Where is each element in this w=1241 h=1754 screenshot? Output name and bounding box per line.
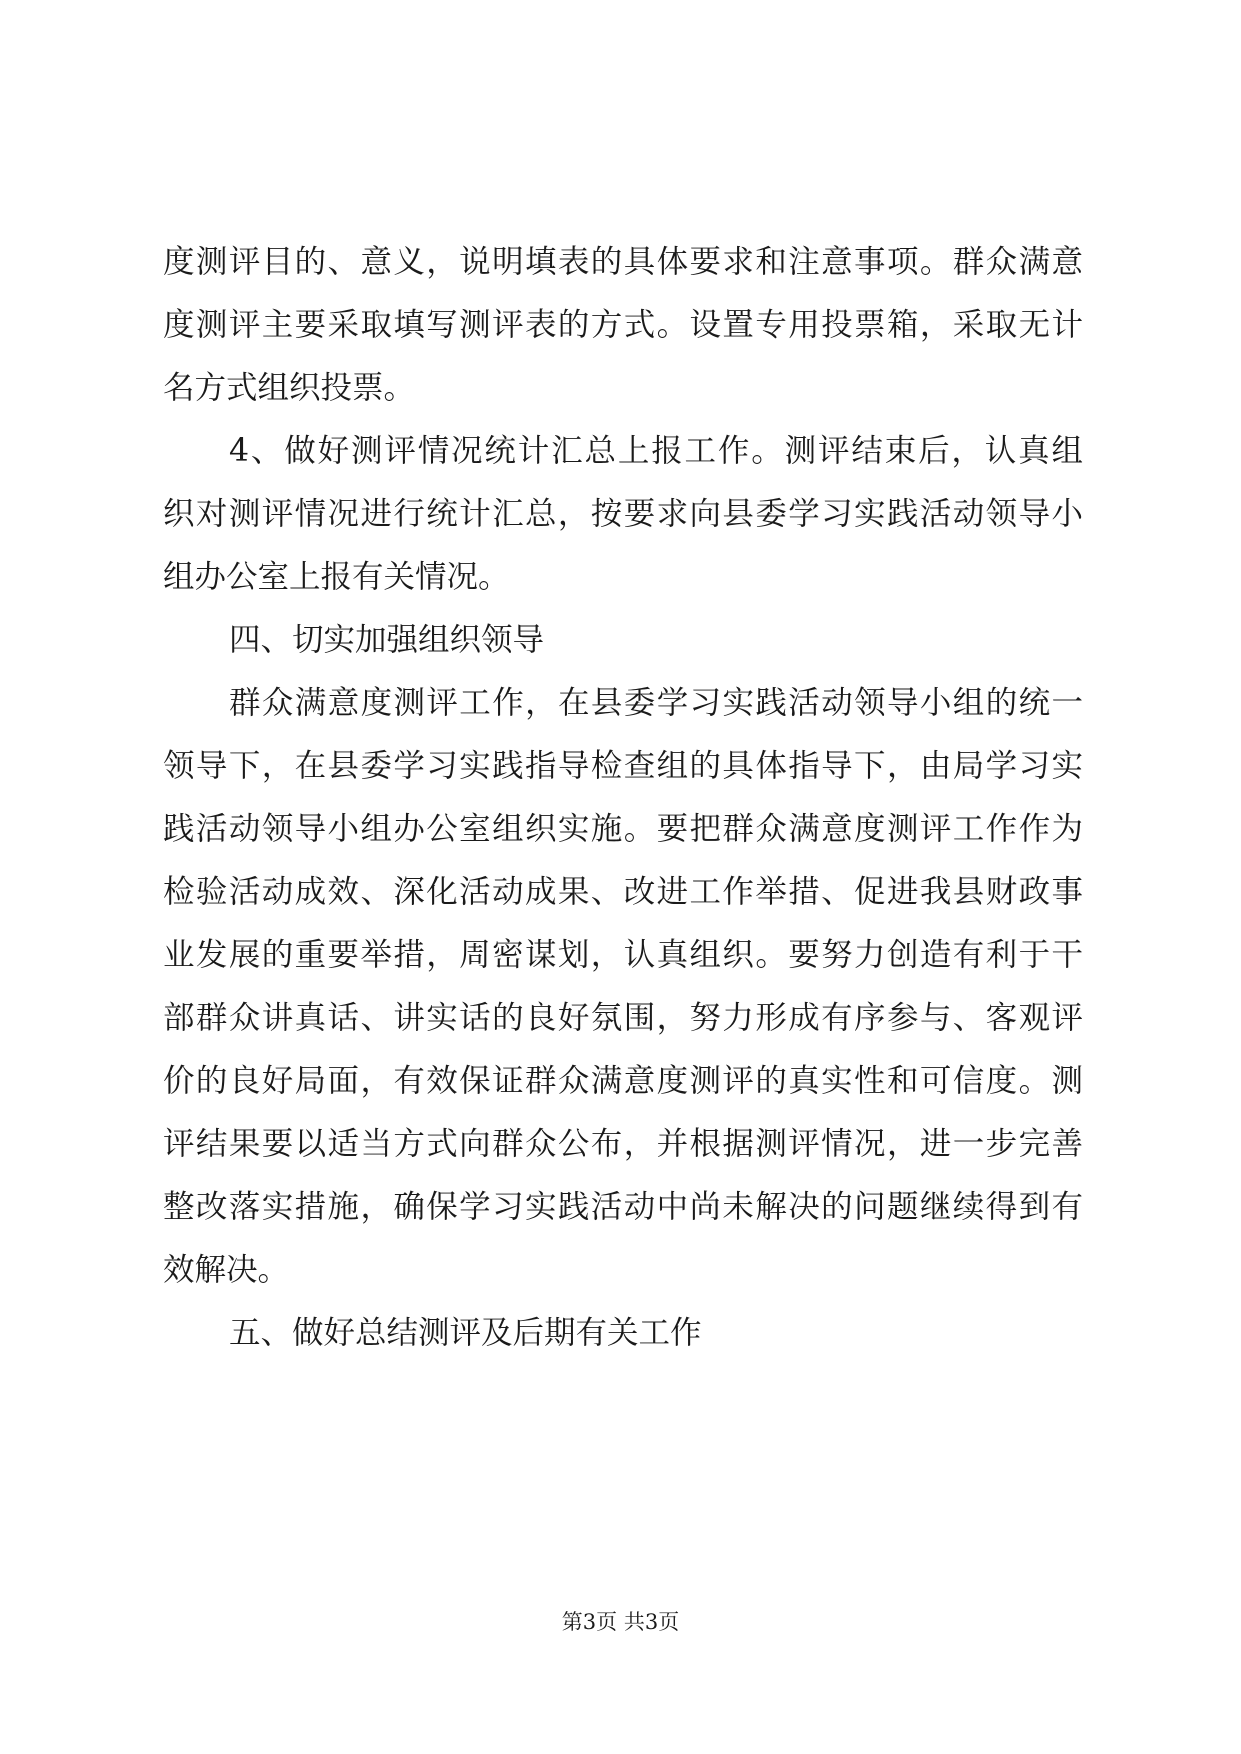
page-footer: 第3页 共3页: [561, 1610, 680, 1634]
text-line: 业发展的重要举措，周密谋划，认真组织。要努力创造有利于干: [163, 937, 1083, 973]
document-body: [163, 231, 1083, 1365]
section-heading-5: [163, 1302, 1083, 1365]
text-line: 组办公室上报有关情况。: [163, 559, 510, 595]
text-line: 领导下，在县委学习实践指导检查组的具体指导下，由局学习实: [163, 748, 1083, 784]
text-line: 价的良好局面，有效保证群众满意度测评的真实性和可信度。测: [163, 1063, 1083, 1099]
text-line: 部群众讲真话、讲实话的良好氛围，努力形成有序参与、客观评: [163, 1000, 1083, 1036]
text-line: 度测评主要采取填写测评表的方式。设置专用投票箱，采取无计: [163, 307, 1083, 343]
section-heading: 五、做好总结测评及后期有关工作: [229, 1315, 702, 1351]
paragraph-continuation: [163, 231, 1083, 420]
text-line: 4、做好测评情况统计汇总上报工作。测评结束后，认真组: [229, 433, 1083, 469]
paragraph-leadership: [163, 672, 1083, 1302]
text-line: 群众满意度测评工作，在县委学习实践活动领导小组的统一: [229, 685, 1083, 721]
text-line: 检验活动成效、深化活动成果、改进工作举措、促进我县财政事: [163, 874, 1083, 910]
text-line: 名方式组织投票。: [163, 370, 416, 406]
text-line: 整改落实措施，确保学习实践活动中尚未解决的问题继续得到有: [163, 1189, 1083, 1225]
text-line: 评结果要以适当方式向群众公布，并根据测评情况，进一步完善: [163, 1126, 1083, 1162]
section-heading-4: [163, 609, 1083, 672]
text-line: 效解决。: [163, 1252, 290, 1288]
section-heading: 四、切实加强组织领导: [229, 622, 545, 658]
text-line: 度测评目的、意义，说明填表的具体要求和注意事项。群众满意: [163, 244, 1083, 280]
text-line: 织对测评情况进行统计汇总，按要求向县委学习实践活动领导小: [163, 496, 1083, 532]
text-line: 践活动领导小组办公室组织实施。要把群众满意度测评工作作为: [163, 811, 1083, 847]
paragraph-item-4: [163, 420, 1083, 609]
